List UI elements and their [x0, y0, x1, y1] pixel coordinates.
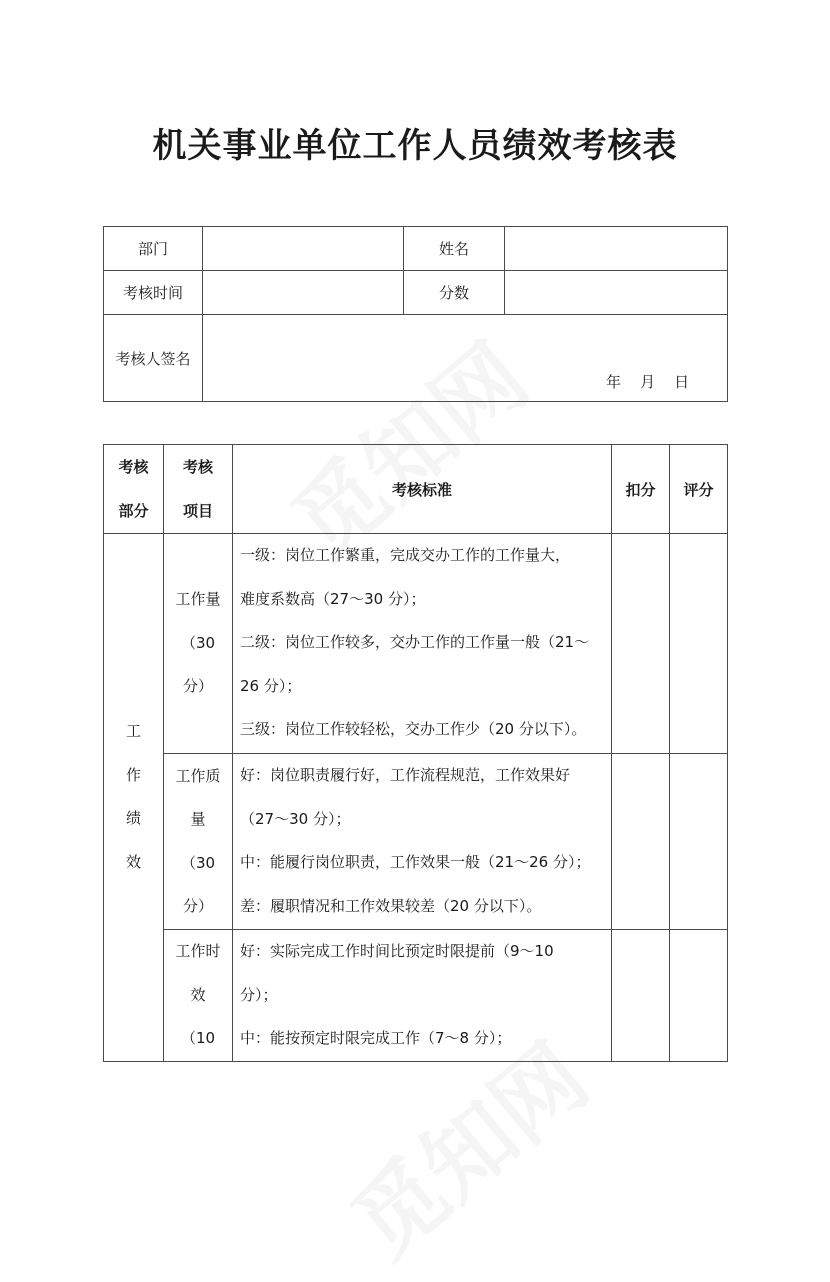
item-quality: 工作质 量 （30 分）: [164, 754, 233, 930]
assessment-table: [103, 444, 728, 1062]
signer-label: 考核人签名: [104, 315, 203, 402]
item-workload: 工作量 （30 分）: [164, 534, 233, 754]
dept-value[interactable]: [203, 227, 404, 271]
header-part: 考核 部分: [104, 445, 164, 534]
criteria-timeliness: 好：实际完成工作时间比预定时限提前（9～10 分）； 中：能按预定时限完成工作（7～8 分）；: [233, 930, 612, 1062]
name-value[interactable]: [505, 227, 728, 271]
info-table: [103, 226, 728, 402]
header-rating: 评分: [670, 445, 728, 534]
name-label: 姓名: [404, 227, 505, 271]
criteria-quality: 好：岗位职责履行好，工作流程规范，工作效果好 （27～30 分）； 中：能履行岗位职责，工作效果一般（21～26 分）； 差：履职情况和工作效果较差（20 分以下）。: [233, 754, 612, 930]
rating-timeliness[interactable]: [670, 930, 728, 1062]
rating-workload[interactable]: [670, 534, 728, 754]
item-timeliness: 工作时 效 （10: [164, 930, 233, 1062]
score-value[interactable]: [505, 271, 728, 315]
sign-date: 年 月 日: [606, 373, 690, 391]
dept-label: 部门: [104, 227, 203, 271]
header-deduct: 扣分: [612, 445, 670, 534]
score-label: 分数: [404, 271, 505, 315]
rating-quality[interactable]: [670, 754, 728, 930]
criteria-workload: 一级：岗位工作繁重，完成交办工作的工作量大， 难度系数高（27～30 分）； 二级：岗位工作较多，交办工作的工作量一般（21～ 26 分）； 三级：岗位工作较轻松，交办工作少（20 分以下）。: [233, 534, 612, 754]
header-standard: 考核标准: [233, 445, 612, 534]
deduct-workload[interactable]: [612, 534, 670, 754]
header-item: 考核 项目: [164, 445, 233, 534]
time-label: 考核时间: [104, 271, 203, 315]
time-value[interactable]: [203, 271, 404, 315]
signer-value[interactable]: [203, 315, 728, 402]
section-work-performance: 工 作 绩 效: [104, 534, 164, 1062]
page-title: 机关事业单位工作人员绩效考核表: [152, 126, 678, 166]
deduct-timeliness[interactable]: [612, 930, 670, 1062]
deduct-quality[interactable]: [612, 754, 670, 930]
